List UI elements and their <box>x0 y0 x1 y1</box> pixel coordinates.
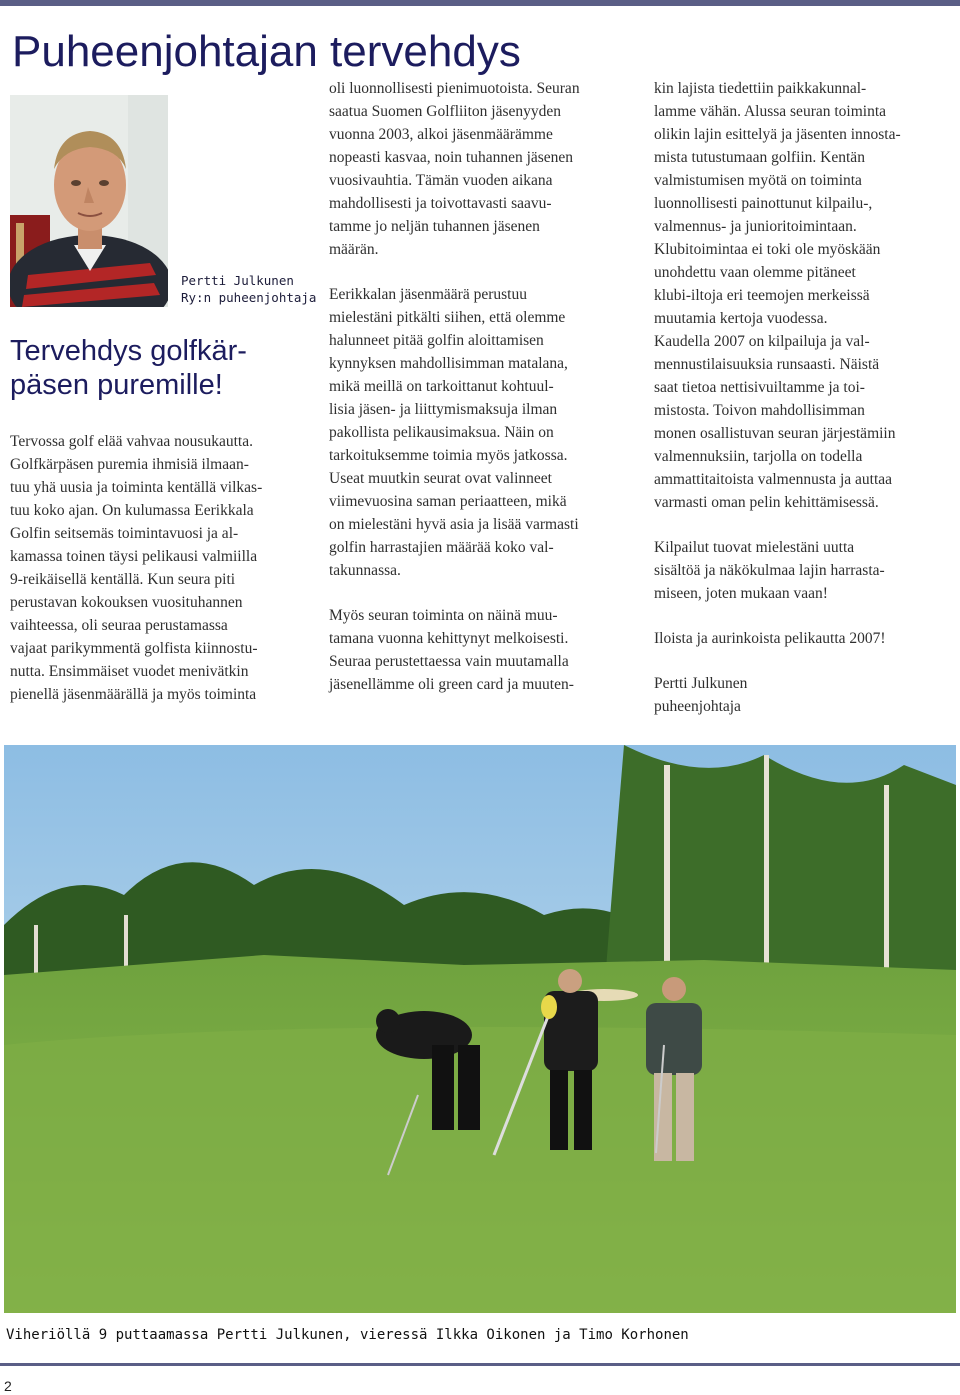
text-line: vaihteessa, oli seuraa perustamassa <box>10 617 228 634</box>
text-line: puheenjohtaja <box>654 698 741 715</box>
text-line: Seuraa perustettaessa vain muutamalla <box>329 653 569 670</box>
text-line: kamassa toinen täysi pelikausi valmiilla <box>10 548 258 565</box>
text-column-1 <box>10 430 315 706</box>
text-column-2 <box>329 77 634 696</box>
text-column-3 <box>654 77 954 718</box>
text-line: ammattitaitoista valmennusta ja auttaa <box>654 471 893 488</box>
text-line: kynnyksen mahdollisimman matalana, <box>329 355 568 372</box>
text-line: varmasti oman pelin kehittämisessä. <box>654 494 879 511</box>
text-line: viimevuosina saman periaatteen, mikä <box>329 493 567 510</box>
text-line: kin lajista tiedettiin paikkakunnal- <box>654 80 867 97</box>
text-line: nopeasti kasvaa, noin tuhannen jäsenen <box>329 149 574 166</box>
text-line: valmennus- ja junioritoimintaan. <box>654 218 857 235</box>
text-line: Kilpailut tuovat mielestäni uutta <box>654 539 855 556</box>
text-line: pienellä jäsenmäärällä ja myös toiminta <box>10 686 257 703</box>
paragraph <box>329 604 634 696</box>
text-line: nutta. Ensimmäiset vuodet menivätkin <box>10 663 249 680</box>
text-line: vuonna 2003, alkoi jäsenmäärämme <box>329 126 553 143</box>
top-rule <box>0 0 960 6</box>
portrait-caption-role: Ry:n puheenjohtaja <box>181 290 317 305</box>
subheading-line: Tervehdys golfkär- <box>10 335 247 367</box>
page-title: Puheenjohtajan tervehdys <box>12 27 521 76</box>
text-line: Pertti Julkunen <box>654 675 748 692</box>
text-line: on mielestäni hyvä asia ja lisää varmasti <box>329 516 579 533</box>
text-line: mistosta. Toivon mahdollisimman <box>654 402 865 419</box>
text-line: lisia jäsen- ja liittymismaksuja ilman <box>329 401 558 418</box>
text-line: monen osallistuvan seuran järjestämiin <box>654 425 896 442</box>
text-line: sisältöä ja näkökulmaa lajin harrasta- <box>654 562 885 579</box>
portrait-photo <box>10 95 168 307</box>
text-line: saatua Suomen Golfliiton jäsenyyden <box>329 103 562 120</box>
text-line: halunneet pitää golfin aloittamisen <box>329 332 544 349</box>
text-line: mista tutustumaan golfiin. Kentän <box>654 149 865 166</box>
text-line: Kaudella 2007 on kilpailuja ja val- <box>654 333 870 350</box>
text-line: mennustilaisuuksia runsaasti. Näistä <box>654 356 880 373</box>
text-line: tamana vuonna kehittynyt melkoisesti. <box>329 630 569 647</box>
text-line: jäsenellämme oli green card ja muuten- <box>329 676 574 693</box>
paragraph <box>654 536 954 605</box>
text-line: oli luonnollisesti pienimuotoista. Seuran <box>329 80 580 97</box>
text-line: tuu yhä uusia ja toiminta kentällä vilkas- <box>10 479 263 496</box>
paragraph <box>329 77 634 261</box>
subheading <box>10 334 310 402</box>
text-line: lamme vähän. Alussa seuran toiminta <box>654 103 887 120</box>
text-line: Tervossa golf elää vahvaa nousukautta. <box>10 433 253 450</box>
text-line: vuosivauhtia. Tämän vuoden aikana <box>329 172 553 189</box>
text-line: perustavan kokouksen vuosituhannen <box>10 594 243 611</box>
text-line: saat tietoa nettisivuiltamme ja toi- <box>654 379 865 396</box>
text-line: Myös seuran toiminta on näinä muu- <box>329 607 558 624</box>
portrait-caption-name: Pertti Julkunen <box>181 273 294 288</box>
text-line: Useat muutkin seurat ovat valinneet <box>329 470 552 487</box>
text-line: tamme jo neljän tuhannen jäsenen <box>329 218 540 235</box>
text-line: mikä meillä on tarkoittanut kohtuul- <box>329 378 554 395</box>
golf-photo <box>4 745 956 1313</box>
paragraph <box>654 77 954 514</box>
text-line: luonnollisesti painottunut kilpailu-, <box>654 195 873 212</box>
text-line: Golfkärpäsen puremia ihmisiä ilmaan- <box>10 456 249 473</box>
subheading-line: päsen puremille! <box>10 369 223 401</box>
text-line: Golfin seitsemäs toimintavuosi ja al- <box>10 525 239 542</box>
text-line: golfin harrastajien määrää koko val- <box>329 539 554 556</box>
text-line: miseen, joten mukaan vaan! <box>654 585 828 602</box>
paragraph <box>329 283 634 582</box>
paragraph <box>654 627 954 650</box>
text-line: tarkoituksemme toimia myös jatkossa. <box>329 447 568 464</box>
text-line: valmennuksiin, tarjolla on todella <box>654 448 863 465</box>
text-line: klubi-iltoja eri teemojen merkeissä <box>654 287 870 304</box>
text-line: pakollista pelikausimaksua. Näin on <box>329 424 554 441</box>
text-line: valmistumisen myötä on toiminta <box>654 172 862 189</box>
page-number: 2 <box>4 1378 12 1394</box>
text-line: Iloista ja aurinkoista pelikautta 2007! <box>654 630 886 647</box>
photo-caption: Viheriöllä 9 puttaamassa Pertti Julkunen, vieressä Ilkka Oikonen ja Timo Korhonen <box>6 1327 689 1343</box>
text-line: tuu koko ajan. On kulumassa Eerikkala <box>10 502 254 519</box>
text-line: määrän. <box>329 241 379 258</box>
text-line: vajaat parikymmentä golfista kiinnostu- <box>10 640 258 657</box>
text-line: mahdollisesti ja toivottavasti saavu- <box>329 195 552 212</box>
paragraph <box>10 430 315 706</box>
text-line: Klubitoimintaa ei toki ole myöskään <box>654 241 881 258</box>
text-line: takunnassa. <box>329 562 401 579</box>
text-line: mielestäni pitkälti siihen, että olemme <box>329 309 566 326</box>
portrait-caption <box>181 272 315 306</box>
bottom-rule <box>0 1363 960 1366</box>
text-line: Eerikkalan jäsenmäärä perustuu <box>329 286 527 303</box>
text-line: olikin lajin esittelyä ja jäsenten innosta- <box>654 126 901 143</box>
paragraph <box>654 672 954 718</box>
text-line: muutamia kertoja vuodessa. <box>654 310 828 327</box>
text-line: 9-reikäisellä kentällä. Kun seura piti <box>10 571 236 588</box>
text-line: unohdettu vaan olemme pitäneet <box>654 264 856 281</box>
